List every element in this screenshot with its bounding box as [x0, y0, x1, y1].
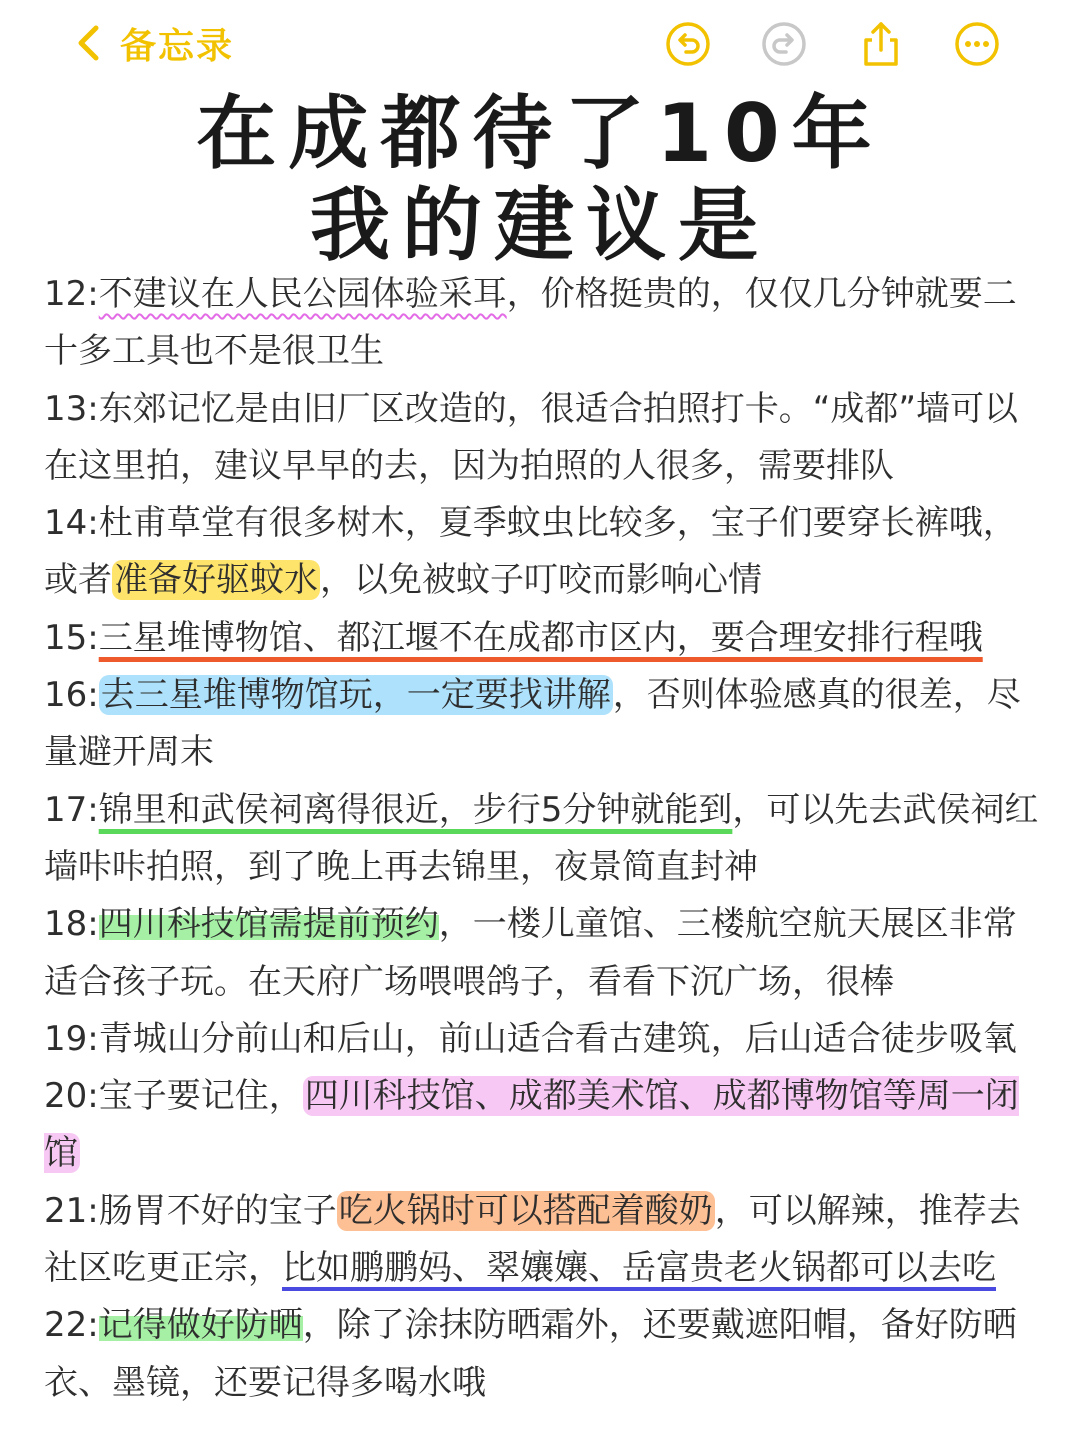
tip-text: ，价格挺贵的，仅仅几分钟就要二十多工具也不是很卫生	[44, 274, 1017, 372]
highlight-pink: 四川科技馆、成都美术馆、成都博物馆等周一闭馆	[44, 1076, 1019, 1174]
share-button[interactable]	[857, 20, 905, 68]
tip-text: 17:	[44, 789, 99, 830]
back-button[interactable]	[72, 18, 234, 68]
tip-text: 19:青城山分前山和后山，前山适合看古建筑，后山适合徒步吸氧	[44, 1018, 1017, 1059]
note-title	[0, 88, 1080, 272]
tip-21	[44, 1183, 1044, 1298]
tip-text: 20:宝子要记住，	[44, 1076, 303, 1117]
tip-18	[44, 896, 1044, 1011]
highlight-underline-blue: 比如鹏鹏妈、翠孃孃、岳富贵老火锅都可以去吃	[282, 1248, 996, 1289]
highlight-yellow: 准备好驱蚊水	[114, 560, 318, 601]
tip-16	[44, 667, 1044, 782]
tip-text: ，以免被蚊子叮咬而影响心情	[320, 560, 762, 601]
highlight-underline-wavy: 不建议在人民公园体验采耳	[98, 274, 507, 314]
tip-text: 14:杜甫草堂有很多树木，夏季蚊虫比较多，宝子们要穿长裤哦，或者	[44, 503, 1017, 601]
tip-text: 15:	[44, 617, 99, 658]
tip-text: ，一楼儿童馆、三楼航空航天展区非常适合孩子玩。在天府广场喂喂鸽子，看看下沉广场，很棒	[44, 904, 1017, 1002]
tip-text: 13:东郊记忆是由旧厂区改造的，很适合拍照打卡。“成都”墙可以在这里拍，建议早早的去，因为拍照的人很多，需要排队	[44, 388, 1018, 486]
tip-text: 18:	[44, 904, 99, 945]
redo-button[interactable]	[760, 20, 808, 68]
redo-icon	[760, 20, 808, 68]
tip-text: 21:肠胃不好的宝子	[44, 1190, 337, 1231]
tip-text: 12:	[44, 274, 99, 314]
tip-17	[44, 782, 1044, 897]
tip-19	[44, 1011, 1044, 1068]
highlight-orange: 吃火锅时可以搭配着酸奶	[338, 1190, 713, 1231]
undo-button[interactable]	[664, 20, 712, 68]
more-icon	[953, 20, 1001, 68]
tip-13	[44, 381, 1044, 496]
undo-icon	[664, 20, 712, 68]
highlight-green: 四川科技馆需提前预约	[98, 904, 439, 945]
more-button[interactable]	[953, 20, 1001, 68]
chevron-left-icon	[72, 23, 106, 63]
tip-text: ，除了涂抹防晒霜外，还要戴遮阳帽，备好防晒衣、墨镜，还要记得多喝水哦	[44, 1305, 1017, 1403]
highlight-underline-red: 三星堆博物馆、都江堰不在成都市区内，要合理安排行程哦	[98, 617, 983, 658]
note-body[interactable]	[44, 266, 1044, 1412]
tip-text: 22:	[44, 1305, 99, 1346]
highlight-green: 记得做好防晒	[98, 1305, 303, 1346]
navigation-bar	[0, 0, 1080, 90]
tip-15	[44, 610, 1044, 667]
highlight-blue: 去三星堆博物馆玩，一定要找讲解	[100, 675, 611, 716]
back-label: 备忘录	[120, 25, 235, 67]
share-icon	[857, 20, 905, 68]
tip-text: ，可以先去武侯祠红墙咔咔拍照，到了晚上再去锦里，夜景简直封神	[44, 789, 1039, 887]
highlight-underline-green: 锦里和武侯祠离得很近，步行5分钟就能到	[98, 789, 733, 830]
title-line-1: 在成都待了10年	[196, 87, 884, 180]
tip-text: ，可以解辣，推荐去社区吃更正宗，	[44, 1190, 1021, 1289]
title-line-2: 我的建议是	[310, 179, 770, 272]
tip-12	[44, 266, 1044, 381]
tip-22	[44, 1297, 1044, 1412]
tip-14	[44, 495, 1044, 610]
tip-20	[44, 1068, 1044, 1183]
tip-text: ，否则体验感真的很差，尽量避开周末	[44, 675, 1021, 773]
tip-text: 16:	[44, 675, 99, 716]
